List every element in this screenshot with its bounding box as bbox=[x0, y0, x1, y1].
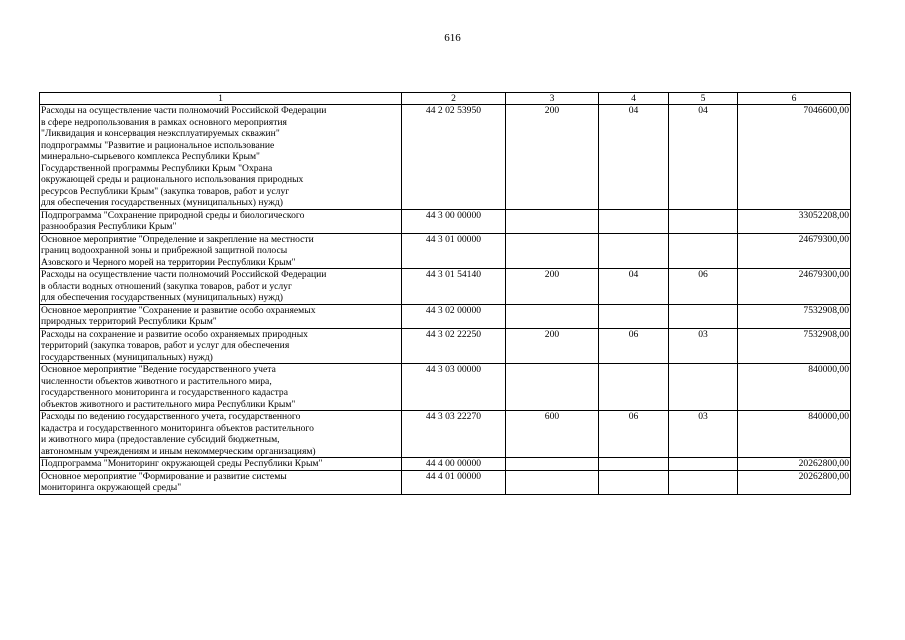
row-expense-type bbox=[506, 209, 599, 233]
row-expense-type: 200 bbox=[506, 328, 599, 364]
row-section bbox=[599, 470, 669, 494]
row-section: 06 bbox=[599, 328, 669, 364]
column-header-2: 2 bbox=[402, 93, 506, 105]
row-target-code: 44 2 02 53950 bbox=[402, 105, 506, 210]
row-expense-type bbox=[506, 304, 599, 328]
table-row bbox=[40, 458, 851, 471]
column-header-6: 6 bbox=[738, 93, 851, 105]
row-description: Подпрограмма "Мониторинг окружающей среды Республики Крым" bbox=[40, 458, 402, 471]
row-section bbox=[599, 458, 669, 471]
row-target-code: 44 3 01 54140 bbox=[402, 269, 506, 305]
row-subsection: 06 bbox=[669, 269, 738, 305]
row-subsection bbox=[669, 209, 738, 233]
row-target-code: 44 4 00 00000 bbox=[402, 458, 506, 471]
column-header-1: 1 bbox=[40, 93, 402, 105]
row-expense-type bbox=[506, 233, 599, 269]
table-row bbox=[40, 364, 851, 411]
row-amount: 20262800,00 bbox=[738, 470, 851, 494]
row-amount: 7046600,00 bbox=[738, 105, 851, 210]
row-section bbox=[599, 364, 669, 411]
budget-table bbox=[39, 92, 851, 495]
row-description: Расходы по ведению государственного учета, государственного кадастра и государственного мониторинга объектов растительного и животного мира (предоставление субсидий бюджетным, автономным учреждениям и иным некоммерческим организациям) bbox=[40, 411, 402, 458]
row-amount: 7532908,00 bbox=[738, 304, 851, 328]
table-row bbox=[40, 411, 851, 458]
column-header-3: 3 bbox=[506, 93, 599, 105]
row-subsection bbox=[669, 458, 738, 471]
row-description: Основное мероприятие "Ведение государственного учета численности объектов животного и растительного мира, государственного мониторинга и государственного кадастра объектов животного и растительного мира Республики Крым" bbox=[40, 364, 402, 411]
table-row bbox=[40, 209, 851, 233]
row-target-code: 44 3 03 22270 bbox=[402, 411, 506, 458]
row-target-code: 44 3 03 00000 bbox=[402, 364, 506, 411]
column-header-4: 4 bbox=[599, 93, 669, 105]
row-amount: 20262800,00 bbox=[738, 458, 851, 471]
row-target-code: 44 3 00 00000 bbox=[402, 209, 506, 233]
row-amount: 33052208,00 bbox=[738, 209, 851, 233]
row-description: Расходы на осуществление части полномочий Российской Федерации в сфере недропользования в рамках основного мероприятия "Ликвидация и консервация неэксплуатируемых скважин" подпрограммы "Развитие и рациональное использование минерально-сырьевого комплекса Республики Крым" Государственной программы Республики Крым "Охрана окружающей среды и рационального использования природных ресурсов Республики Крым" (закупка товаров, работ и услуг для обеспечения государственных (муниципальных) нужд) bbox=[40, 105, 402, 210]
row-expense-type bbox=[506, 364, 599, 411]
row-expense-type bbox=[506, 470, 599, 494]
row-expense-type: 200 bbox=[506, 105, 599, 210]
table-row bbox=[40, 470, 851, 494]
row-description: Расходы на осуществление части полномочий Российской Федерации в области водных отношений (закупка товаров, работ и услуг для обеспечения государственных (муниципальных) нужд) bbox=[40, 269, 402, 305]
row-amount: 24679300,00 bbox=[738, 269, 851, 305]
row-section: 04 bbox=[599, 269, 669, 305]
row-description: Подпрограмма "Сохранение природной среды и биологического разнообразия Республики Крым" bbox=[40, 209, 402, 233]
row-section: 06 bbox=[599, 411, 669, 458]
row-target-code: 44 4 01 00000 bbox=[402, 470, 506, 494]
row-amount: 840000,00 bbox=[738, 411, 851, 458]
row-section bbox=[599, 233, 669, 269]
row-expense-type bbox=[506, 458, 599, 471]
row-amount: 7532908,00 bbox=[738, 328, 851, 364]
row-target-code: 44 3 02 00000 bbox=[402, 304, 506, 328]
row-target-code: 44 3 01 00000 bbox=[402, 233, 506, 269]
row-subsection: 03 bbox=[669, 328, 738, 364]
row-amount: 840000,00 bbox=[738, 364, 851, 411]
table-row bbox=[40, 269, 851, 305]
row-subsection bbox=[669, 233, 738, 269]
row-subsection: 03 bbox=[669, 411, 738, 458]
row-description: Расходы на сохранение и развитие особо охраняемых природных территорий (закупка товаров, работ и услуг для обеспечения государственных (муниципальных) нужд) bbox=[40, 328, 402, 364]
column-header-5: 5 bbox=[669, 93, 738, 105]
table-row bbox=[40, 328, 851, 364]
row-expense-type: 200 bbox=[506, 269, 599, 305]
page-number: 616 bbox=[444, 32, 461, 44]
row-section bbox=[599, 209, 669, 233]
row-section bbox=[599, 304, 669, 328]
row-section: 04 bbox=[599, 105, 669, 210]
row-description: Основное мероприятие "Сохранение и развитие особо охраняемых природных территорий Республики Крым" bbox=[40, 304, 402, 328]
table-row bbox=[40, 105, 851, 210]
table-row bbox=[40, 304, 851, 328]
row-target-code: 44 3 02 22250 bbox=[402, 328, 506, 364]
row-subsection bbox=[669, 470, 738, 494]
row-description: Основное мероприятие "Формирование и развитие системы мониторинга окружающей среды" bbox=[40, 470, 402, 494]
table-row bbox=[40, 233, 851, 269]
row-description: Основное мероприятие "Определение и закрепление на местности границ водоохранной зоны и прибрежной защитной полосы Азовского и Черного морей на территории Республики Крым" bbox=[40, 233, 402, 269]
row-subsection bbox=[669, 364, 738, 411]
row-subsection bbox=[669, 304, 738, 328]
row-expense-type: 600 bbox=[506, 411, 599, 458]
header-row bbox=[40, 93, 851, 105]
row-amount: 24679300,00 bbox=[738, 233, 851, 269]
row-subsection: 04 bbox=[669, 105, 738, 210]
